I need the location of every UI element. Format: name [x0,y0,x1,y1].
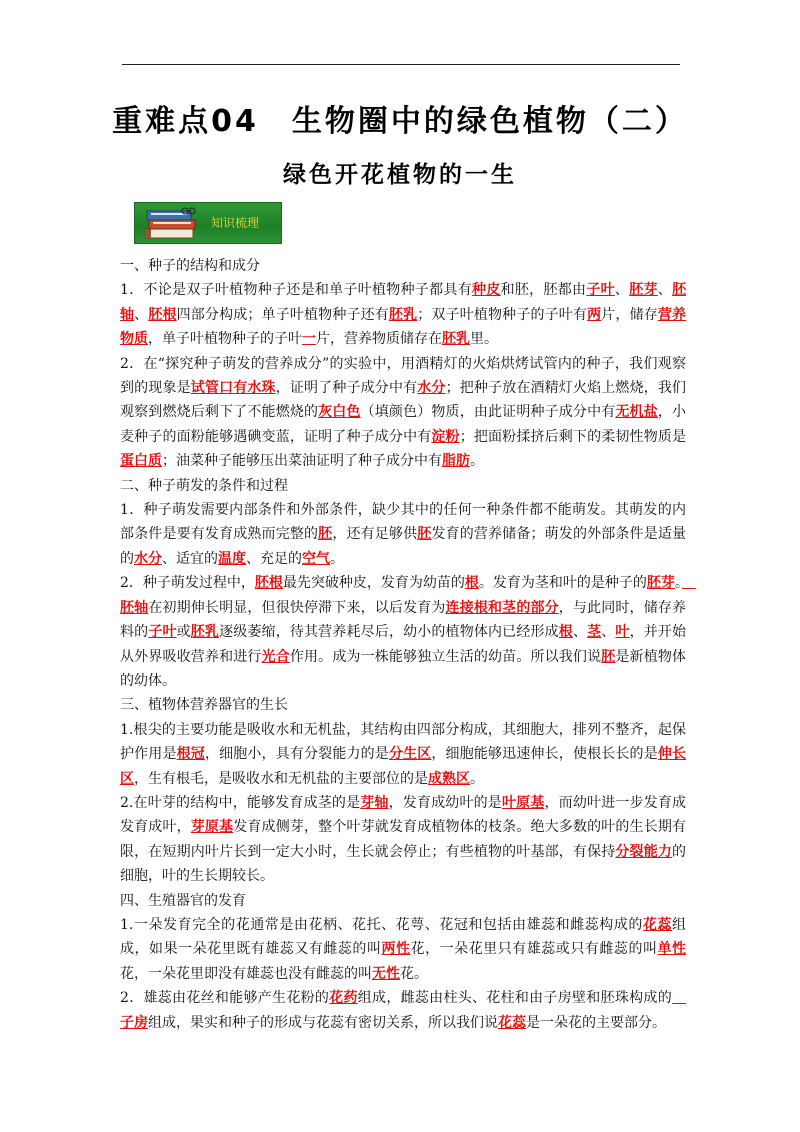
answer-highlight: 两性 [381,941,411,958]
answer-highlight: 成熟区 [428,770,470,787]
section-heading [120,474,686,498]
answer-highlight: 胚乳 [442,331,470,348]
text-segment: ，生有根毛，是吸收水和无机盐的主要部位的是 [134,770,428,787]
text-segment: 2．在“探究种子萌发的营养成分”的实验中，用酒精灯的火焰烘烤试管内的种子，我们观察到的现象是 [120,355,686,397]
answer-highlight: 子房 [120,990,686,1031]
answer-highlight: 淀粉 [431,428,460,445]
text-segment: 的细胞，叶的生长期较长。 [120,843,687,885]
answer-highlight: 花蕊 [498,1014,526,1031]
answer-highlight: 胚轴 [120,575,696,616]
paragraph [120,352,686,474]
answer-highlight: 子叶 [148,624,177,641]
answer-highlight: 单性 [657,941,687,958]
text-segment: 二、种子萌发的条件和过程 [120,477,288,494]
text-segment: ，证明了种子成分中有 [275,380,418,397]
text-segment: 四、生殖器官的发育 [120,892,246,909]
text-segment: 是一朵花的主要部分。 [526,1014,666,1031]
top-rule [122,64,680,65]
answer-highlight: 无机盐 [615,404,658,421]
answer-highlight: 温度 [218,550,246,567]
text-segment: 片，营养物质储存在 [316,331,442,348]
text-segment: ；油菜种子能够压出菜油证明了种子成分中有 [162,453,442,470]
text-segment: （填颜色）物质，由此证明种子成分中有 [360,404,616,421]
text-segment: 里。 [470,331,498,348]
answer-highlight: 胚 [318,526,333,543]
text-segment: 2．种子萌发过程中， [120,575,255,592]
answer-highlight: 种皮 [472,282,501,299]
text-segment: 、 [572,624,588,641]
answer-highlight: 分裂能力 [615,843,673,860]
text-segment: 花，一朵花里只有雄蕊或只有雌蕊的叫 [410,941,658,958]
paragraph [120,498,686,571]
answer-highlight: 根冠 [176,746,205,763]
answer-highlight: 胚轴 [120,282,687,323]
answer-highlight: 花蕊 [642,916,673,933]
text-segment: ；把种子放在酒精灯火焰上燃烧，我们观察到燃烧后剩下了不能燃烧的 [120,380,687,421]
text-segment: ，细胞能够迅速伸长，使根长长的是 [431,746,658,763]
answer-highlight: 两 [587,306,602,323]
answer-highlight: 胚根 [254,575,283,592]
text-segment: 1．种子萌发需要内部条件和外部条件，缺少其中的任何一种条件都不能萌发。其萌发的内部条件是要有发育成熟而完整的 [120,502,686,543]
text-segment: 在初期伸长明显，但很快停滞下来，以后发育为 [148,599,446,616]
answer-highlight: 叶 [615,624,630,641]
text-segment: 四部分构成；单子叶植物种子还有 [176,306,389,323]
paragraph [120,913,686,986]
answer-highlight: 胚乳 [190,624,220,641]
text-segment: 三、植物体营养器官的生长 [120,697,288,714]
answer-highlight: 伸长区 [120,746,687,787]
text-segment: ，与此同时，储存养料的 [120,599,687,641]
text-segment: 组成，如果一朵花里既有雄蕊又有雌蕊的叫 [120,916,687,958]
text-segment: ，小麦种子的面粉能够遇碘变蓝，证明了种子成分中有 [120,404,687,445]
content-body [120,254,696,1035]
text-segment: 发育成侧芽，整个叶芽就发育成植物体的枝条。绝大多数的叶的生长期有限，在短期内叶片长到一定大小时，生长就会停止；有些植物的叶基部，有保持 [120,819,687,860]
answer-highlight: 胚根 [148,306,177,323]
text-segment: 花。 [400,965,428,982]
answer-highlight: 无性 [372,965,400,982]
answer-highlight: 光合 [261,648,290,665]
answer-highlight: 蛋白质 [120,453,162,470]
answer-highlight: 营养物质 [120,306,687,348]
text-segment: 。 [330,550,344,567]
text-segment: 、 [134,306,149,323]
text-segment: 1.根尖的主要功能是吸收水和无机盐，其结构由四部分构成，其细胞大，排列不整齐，起保护作用是 [120,721,686,763]
section-heading [120,889,686,913]
answer-highlight: 子叶 [586,282,615,299]
page-subtitle: 绿色开花植物的一生 [283,162,517,188]
books-icon [139,205,205,241]
text-segment: 作用。成为一株能够独立生活的幼苗。所以我们说 [289,648,602,665]
text-segment: 和胚，胚都由 [500,282,587,299]
text-segment: 、 [614,282,630,299]
text-segment: ，细胞小，具有分裂能力的是 [204,746,389,763]
answer-highlight: 茎 [587,624,602,641]
text-segment: 。 [470,453,484,470]
text-segment: 花，一朵花里即没有雄蕊也没有雌蕊的叫 [120,965,372,982]
page-title: 重难点04 生物圈中的绿色植物（二） [112,104,688,139]
text-segment: ，单子叶植物种子的子叶 [148,331,302,348]
text-segment: 组成，果实和种子的形成与花蕊有密切关系，所以我们说 [148,1014,498,1031]
text-segment: 。发育为茎和叶的是种子的 [478,575,647,592]
text-segment: 2.在叶芽的结构中，能够发育成茎的是 [120,794,361,811]
answer-highlight: 根 [464,575,479,592]
text-segment: ；双子叶植物种子的子叶有 [417,306,588,323]
paragraph [120,571,696,693]
text-segment: 1．不论是双子叶植物种子还是和单子叶植物种子都具有 [120,282,473,299]
paragraph [120,986,686,1035]
answer-highlight: 水分 [417,380,446,397]
text-segment: 。 [674,575,682,592]
text-segment: 是新植物体的幼体。 [120,648,687,689]
text-segment: ，而幼叶进一步发育成发育成叶， [120,794,687,836]
text-segment: 组成，雌蕊由柱头、花柱和由子房壁和胚珠构成的 [357,990,672,1007]
answer-highlight: 胚 [601,648,616,665]
answer-highlight: 胚乳 [388,306,418,323]
answer-highlight: 脂肪 [442,453,470,470]
knowledge-badge [134,202,282,244]
text-segment: 。 [470,770,484,787]
text-segment: 、 [601,624,616,641]
text-segment: 或 [176,624,191,641]
answer-highlight: 空气 [302,550,330,567]
text-segment: ，并开始从外界吸收营养和进行 [120,624,687,665]
answer-highlight: 花药 [329,990,358,1007]
paragraph [120,278,686,351]
answer-highlight: 试管口有水珠 [190,380,276,397]
text-segment: ，还有足够供 [332,526,418,543]
answer-highlight: 胚芽 [646,575,675,592]
text-segment: ，发育成幼叶的是 [388,794,502,811]
answer-highlight: 叶原基 [501,794,545,811]
text-segment: 2．雄蕊由花丝和能够产生花粉的 [120,990,330,1007]
text-segment: 、适宜的 [162,550,218,567]
paragraph [120,791,686,889]
text-segment: 1.一朵发育完全的花通常是由花柄、花托、花萼、花冠和包括由雄蕊和雌蕊构成的 [120,916,643,933]
answer-highlight: 连接根和茎的部分 [445,599,559,616]
answer-highlight: 胚 [417,526,432,543]
answer-highlight: 芽原基 [190,819,234,836]
section-heading [120,254,686,278]
answer-highlight: 一 [302,331,316,348]
text-segment: 逐级萎缩，待其营养耗尽后，幼小的植物体内已经形成 [219,624,559,641]
answer-highlight: 水分 [134,550,162,567]
badge-label: 知识梳理 [211,216,260,230]
text-segment: 发育的营养储备；萌发的外部条件是适量的 [120,526,687,567]
text-segment: 、充足的 [246,550,302,567]
text-segment: 、 [657,282,673,299]
text-segment: 一、种子的结构和成分 [120,258,260,274]
answer-highlight: 芽轴 [360,794,389,811]
answer-highlight: 根 [558,624,573,641]
text-segment: 最先突破种皮，发育为幼苗的 [282,575,465,592]
answer-highlight: 灰白色 [318,404,361,421]
answer-highlight: 胚芽 [629,282,658,299]
paragraph [120,718,686,791]
text-segment: ；把面粉揉挤后剩下的柔韧性物质是 [459,428,687,445]
text-segment: 片，储存 [601,306,658,323]
answer-highlight: 分生区 [388,746,432,763]
section-heading [120,693,686,717]
